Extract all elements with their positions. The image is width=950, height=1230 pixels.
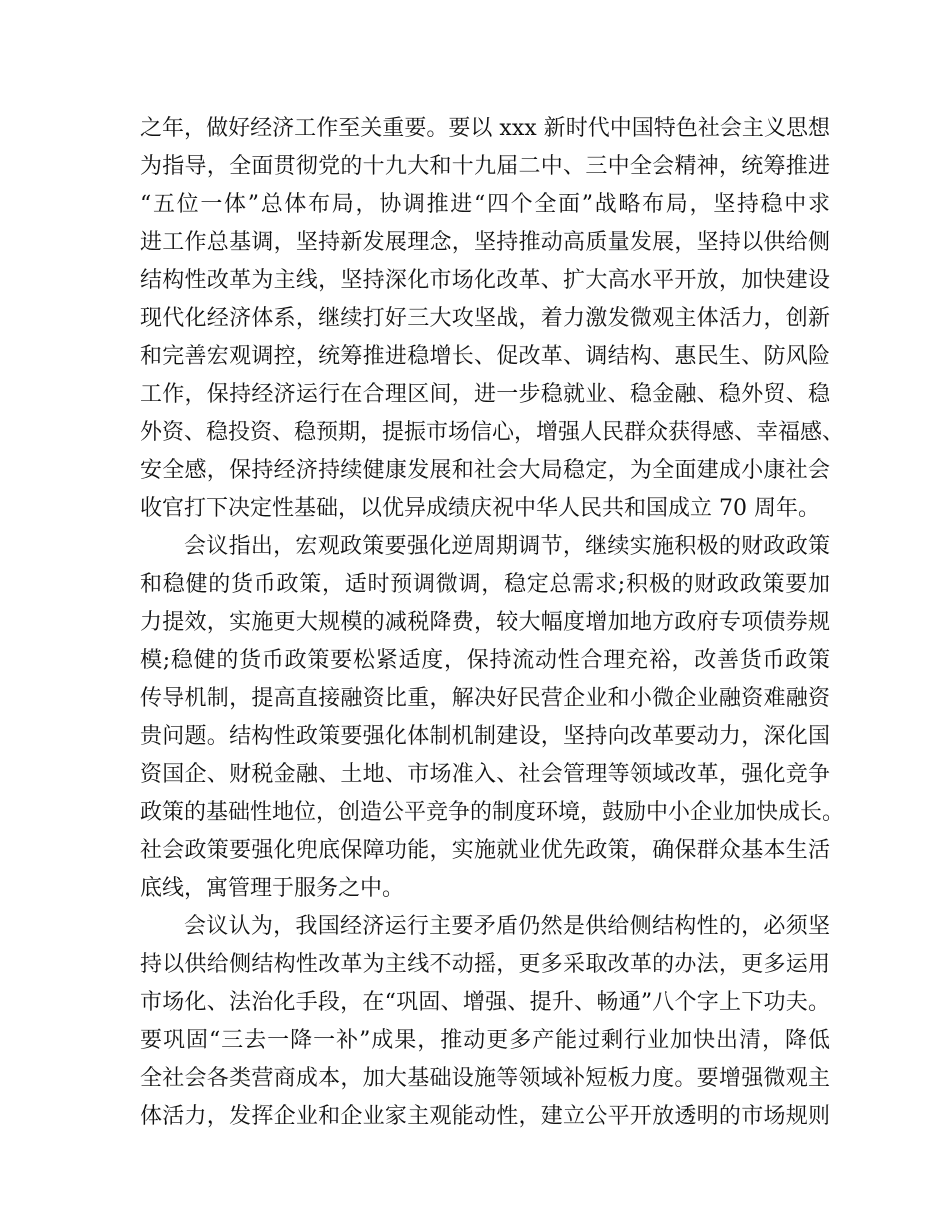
text-line: 传导机制，提高直接融资比重，解决好民营企业和小微企业融资难融资 xyxy=(140,686,830,711)
text-line: 要巩固“三去一降一补”成果，推动更多产能过剩行业加快出清，降低 xyxy=(140,1028,830,1053)
text-line: 为指导，全面贯彻党的十九大和十九届二中、三中全会精神，统筹推进 xyxy=(140,154,830,179)
text-line: 会议认为，我国经济运行主要矛盾仍然是供给侧结构性的，必须坚 xyxy=(184,914,830,939)
document-body xyxy=(140,110,845,1136)
text-line: 资国企、财税金融、土地、市场准入、社会管理等领域改革，强化竞争 xyxy=(140,762,830,787)
text-line: 政策的基础性地位，创造公平竞争的制度环境，鼓励中小企业加快成长。 xyxy=(140,800,845,825)
text-line: 结构性改革为主线，坚持深化市场化改革、扩大高水平开放，加快建设 xyxy=(140,268,830,293)
text-line: 底线，寓管理于服务之中。 xyxy=(140,876,405,901)
text-line: 贵问题。结构性政策要强化体制机制建设，坚持向改革要动力，深化国 xyxy=(140,724,830,749)
text-line: 持以供给侧结构性改革为主线不动摇，更多采取改革的办法，更多运用 xyxy=(140,952,830,977)
text-line: 市场化、法治化手段，在“巩固、增强、提升、畅通”八个字上下功夫。 xyxy=(140,990,830,1015)
text-line: “五位一体”总体布局，协调推进“四个全面”战略布局，坚持稳中求 xyxy=(140,192,830,217)
paragraph-2 xyxy=(140,528,845,908)
text-line: 力提效，实施更大规模的减税降费，较大幅度增加地方政府专项债券规 xyxy=(140,610,830,635)
text-line: 收官打下决定性基础，以优异成绩庆祝中华人民共和国成立 70 周年。 xyxy=(140,496,820,521)
text-line: 和稳健的货币政策，适时预调微调，稳定总需求;积极的财政政策要加 xyxy=(140,572,830,597)
text-line: 进工作总基调，坚持新发展理念，坚持推动高质量发展，坚持以供给侧 xyxy=(140,230,830,255)
text-line: 会议指出，宏观政策要强化逆周期调节，继续实施积极的财政政策 xyxy=(184,534,830,559)
text-line: 安全感，保持经济持续健康发展和社会大局稳定，为全面建成小康社会 xyxy=(140,458,830,483)
text-line: 模;稳健的货币政策要松紧适度，保持流动性合理充裕，改善货币政策 xyxy=(140,648,830,673)
paragraph-3 xyxy=(140,908,830,1136)
text-line: 外资、稳投资、稳预期，提振市场信心，增强人民群众获得感、幸福感、 xyxy=(140,420,845,445)
text-line: 和完善宏观调控，统筹推进稳增长、促改革、调结构、惠民生、防风险 xyxy=(140,344,830,369)
paragraph-1 xyxy=(140,110,845,528)
text-line: 之年，做好经济工作至关重要。要以 xxx 新时代中国特色社会主义思想 xyxy=(140,116,830,141)
text-line: 体活力，发挥企业和企业家主观能动性，建立公平开放透明的市场规则 xyxy=(140,1104,830,1129)
text-line: 全社会各类营商成本，加大基础设施等领域补短板力度。要增强微观主 xyxy=(140,1066,830,1091)
text-line: 现代化经济体系，继续打好三大攻坚战，着力激发微观主体活力，创新 xyxy=(140,306,830,331)
text-line: 工作，保持经济运行在合理区间，进一步稳就业、稳金融、稳外贸、稳 xyxy=(140,382,830,407)
text-line: 社会政策要强化兜底保障功能，实施就业优先政策，确保群众基本生活 xyxy=(140,838,830,863)
